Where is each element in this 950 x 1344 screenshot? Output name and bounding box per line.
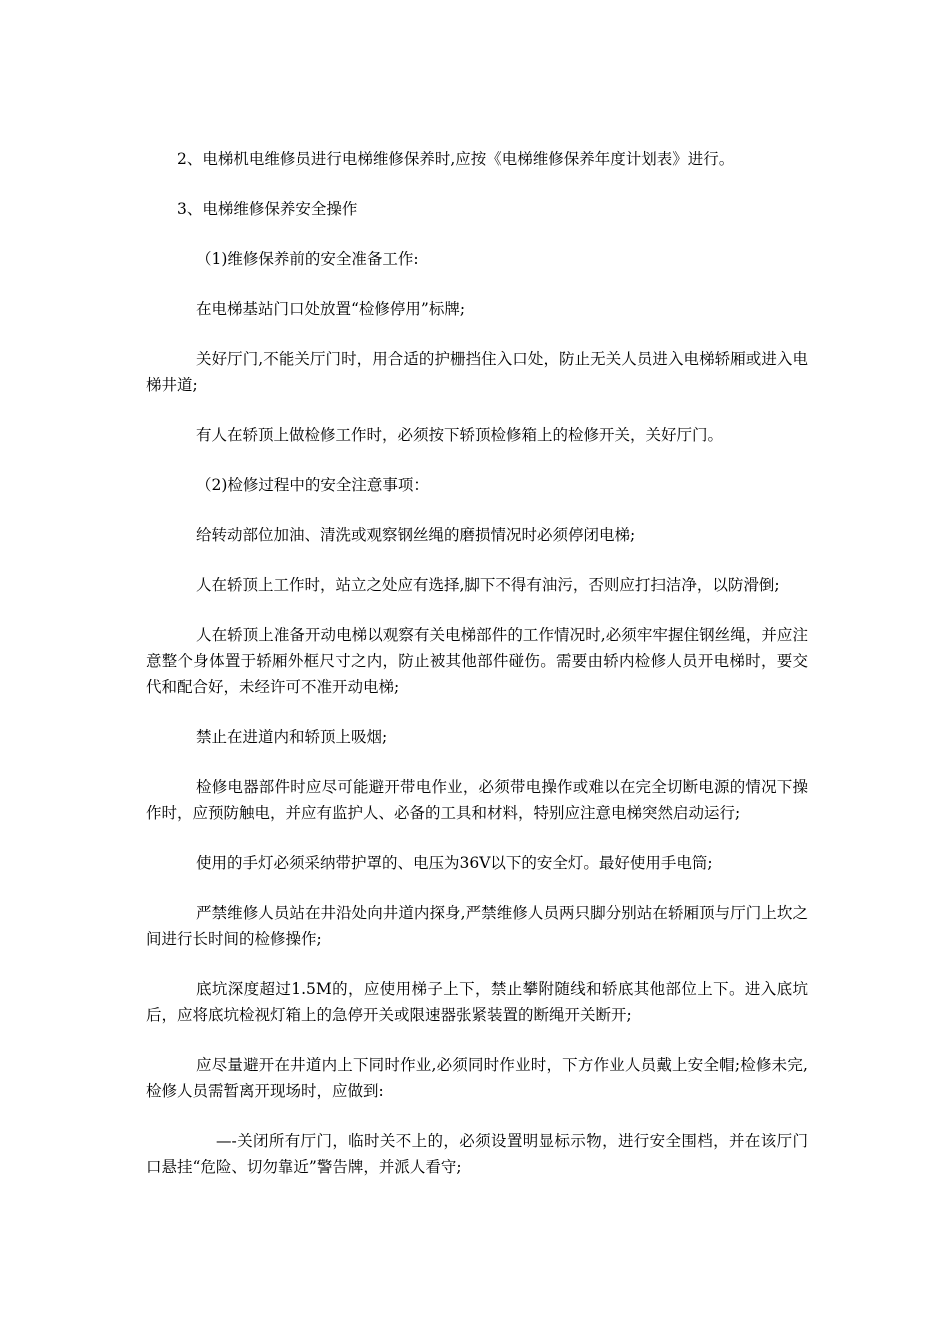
paragraph-electrical: 检修电器部件时应尽可能避开带电作业，必须带电操作或难以在完全切断电源的情况下操作时，应预防触电，并应有监护人、必备的工具和材料，特别应注意电梯突然启动运行; [146,778,808,822]
paragraph-no-smoking: 禁止在进道内和轿顶上吸烟; [196,728,388,746]
paragraph-footing: 人在轿顶上工作时，站立之处应有选择,脚下不得有油污，否则应打扫洁净，以防滑倒; [196,576,780,594]
paragraph-lubrication: 给转动部位加油、清洗或观察钢丝绳的磨损情况时必须停闭电梯; [196,526,636,544]
paragraph-close-doors: 关好厅门,不能关厅门时，用合适的护栅挡住入口处，防止无关人员进入电梯轿厢或进入电梯井道; [146,350,808,394]
paragraph-subheading-2: （2)检修过程中的安全注意事项： [196,476,429,494]
document-body [146,146,808,1180]
paragraph-simultaneous-work: 应尽量避开在井道内上下同时作业,必须同时作业时，下方作业人员戴上安全帽;检修未完,检修人员需暂离开现场时，应做到: [146,1056,808,1100]
paragraph-pit: 底坑深度超过1.5M的，应使用梯子上下，禁止攀附随线和轿底其他部位上下。进入底坑后，应将底坑检视灯箱上的急停开关或限速器张紧装置的断绳开关断开; [146,980,808,1024]
paragraph-car-top-switch: 有人在轿顶上做检修工作时，必须按下轿顶检修箱上的检修开关，关好厅门。 [196,426,724,444]
paragraph-item-2: 2、电梯机电维修员进行电梯维修保养时,应按《电梯维修保养年度计划表》进行。 [177,150,735,168]
paragraph-placard: 在电梯基站门口处放置“检修停用”标牌; [196,300,466,318]
paragraph-hand-lamp: 使用的手灯必须采纳带护罩的、电压为36V以下的安全灯。最好使用手电筒; [196,854,713,872]
paragraph-item-3-heading: 3、电梯维修保养安全操作 [177,200,358,218]
paragraph-close-all-doors: —-关闭所有厅门，临时关不上的，必须设置明显标示物，进行安全围档，并在该厅门口悬挂“危险、切勿靠近”警告牌，并派人看守; [146,1132,808,1176]
paragraph-shaft-edge: 严禁维修人员站在井沿处向井道内探身,严禁维修人员两只脚分别站在轿厢顶与厅门上坎之间进行长时间的检修操作; [146,904,808,948]
paragraph-subheading-1: （1)维修保养前的安全准备工作: [196,250,419,268]
paragraph-hold-rope: 人在轿顶上准备开动电梯以观察有关电梯部件的工作情况时,必须牢牢握住钢丝绳，并应注意整个身体置于轿厢外框尺寸之内，防止被其他部件碰伤。需要由轿内检修人员开电梯时，要交代和配合好，未经许可不准开动电梯; [146,626,808,696]
